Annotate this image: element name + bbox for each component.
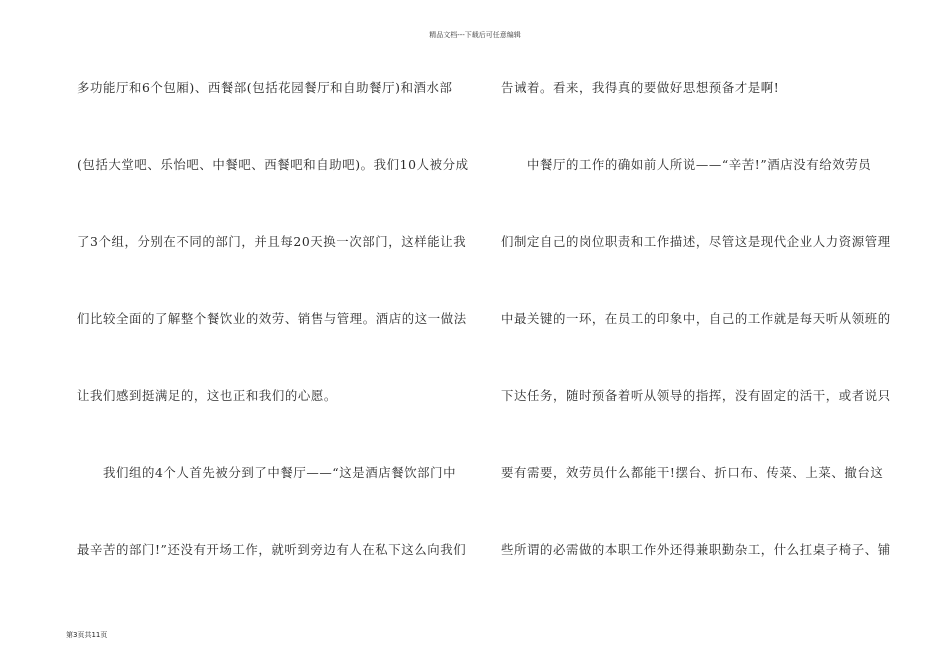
right-line-1: 告诫着。看来，我得真的要做好思想预备才是啊! bbox=[501, 80, 780, 95]
page-number: 第3页共11页 bbox=[66, 631, 108, 639]
left-line-5: 让我们感到挺满足的，这也正和我们的心愿。 bbox=[77, 388, 337, 403]
left-column bbox=[77, 72, 472, 611]
right-line-6: 要有需要，效劳员什么都能干!摆台、折口布、传菜、上菜、撤台这 bbox=[501, 465, 884, 480]
left-line-8: 最辛苦的部门!”还没有开场工作，就听到旁边有人在私下这么向我们 bbox=[77, 542, 467, 557]
left-line-1: 多功能厅和6个包厢)、西餐部(包括花园餐厅和自助餐厅)和酒水部 bbox=[77, 80, 453, 95]
header-note: 精品文档---下载后可任意编辑 bbox=[429, 31, 521, 39]
right-line-7: 些所谓的必需做的本职工作外还得兼职勤杂工，什么扛桌子椅子、铺 bbox=[501, 542, 891, 557]
left-line-2: (包括大堂吧、乐怡吧、中餐吧、西餐吧和自助吧)。我们10人被分成 bbox=[77, 157, 469, 172]
left-line-4: 们比较全面的了解整个餐饮业的效劳、销售与管理。酒店的这一做法 bbox=[77, 311, 467, 326]
right-line-5: 下达任务，随时预备着听从领导的指挥，没有固定的活干，或者说只 bbox=[501, 388, 891, 403]
right-line-2: 中餐厅的工作的确如前人所说——“辛苦!”酒店没有给效劳员 bbox=[501, 157, 872, 172]
right-line-3: 们制定自己的岗位职责和工作描述，尽管这是现代企业人力资源管理 bbox=[501, 234, 891, 249]
left-line-7: 我们组的4个人首先被分到了中餐厅——“这是酒店餐饮部门中 bbox=[77, 465, 457, 480]
left-line-3: 了3个组，分别在不同的部门，并且每20天换一次部门，这样能让我 bbox=[77, 234, 467, 249]
right-column bbox=[501, 72, 891, 611]
right-line-4: 中最关键的一环，在员工的印象中，自己的工作就是每天听从领班的 bbox=[501, 311, 891, 326]
